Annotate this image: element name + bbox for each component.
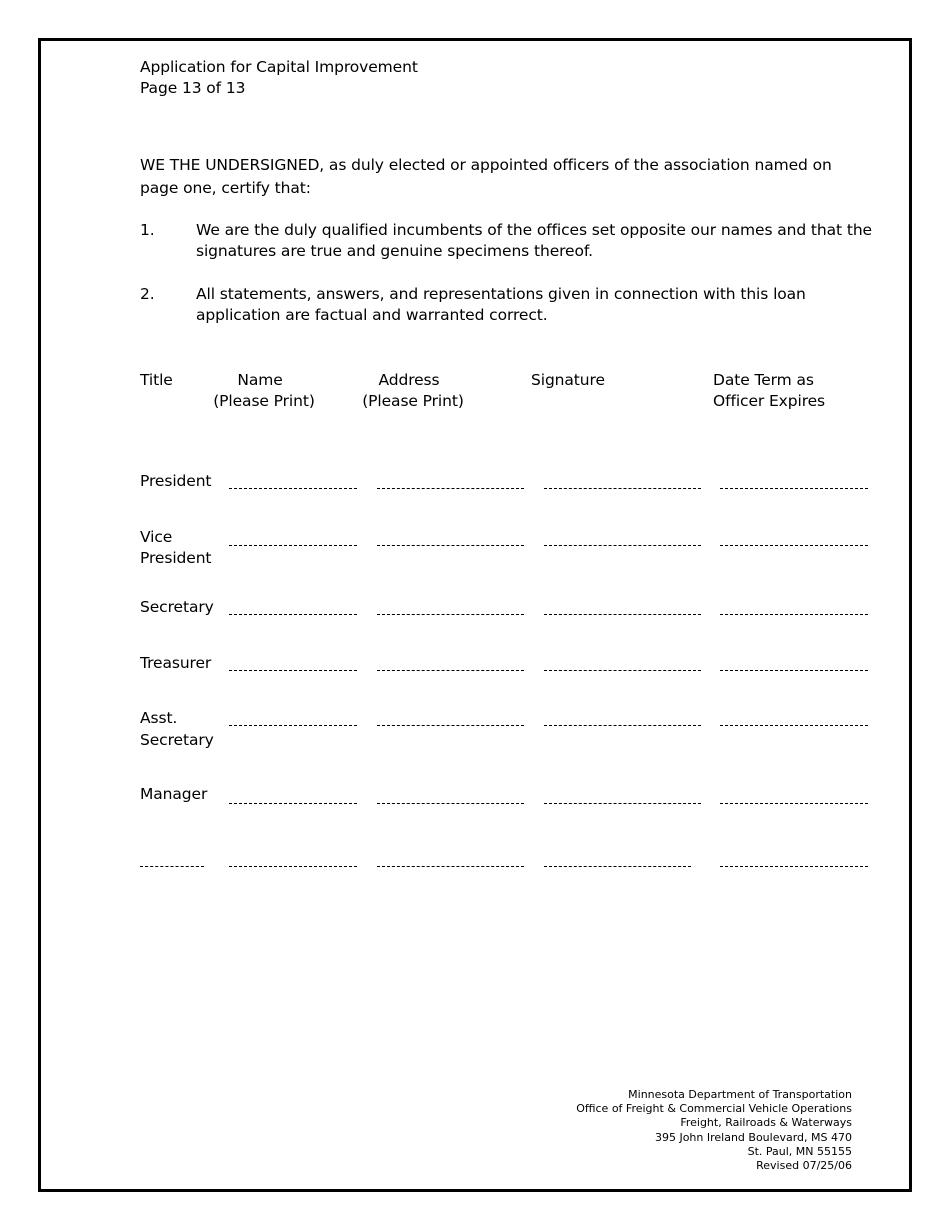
- column-header-address: Address: [378, 371, 440, 389]
- treasurer-address-field[interactable]: [377, 670, 524, 671]
- row-title-secretary: Secretary: [140, 598, 214, 616]
- asst-secretary-name-field[interactable]: [229, 725, 357, 726]
- item-2-number: 2.: [140, 285, 155, 303]
- column-header-signature: Signature: [531, 371, 605, 389]
- column-header-title: Title: [140, 371, 173, 389]
- row-title-vice-president-line-2: President: [140, 549, 212, 567]
- document-title: Application for Capital Improvement: [140, 58, 418, 76]
- custom-name-field[interactable]: [229, 866, 357, 867]
- item-2-line-1: All statements, answers, and representations given in connection with this loan: [196, 285, 806, 303]
- manager-date-field[interactable]: [720, 803, 868, 804]
- row-title-treasurer: Treasurer: [140, 654, 212, 672]
- president-signature-field[interactable]: [544, 488, 701, 489]
- row-title-vice-president-line-1: Vice: [140, 528, 173, 546]
- president-date-field[interactable]: [720, 488, 868, 489]
- footer-line-4: 395 John Ireland Boulevard, MS 470: [654, 1130, 852, 1144]
- asst-secretary-signature-field[interactable]: [544, 725, 701, 726]
- row-title-asst-secretary-line-1: Asst.: [140, 709, 178, 727]
- custom-date-field[interactable]: [720, 866, 868, 867]
- row-title-manager: Manager: [140, 785, 208, 803]
- president-address-field[interactable]: [377, 488, 524, 489]
- item-1-line-2: signatures are true and genuine specimens thereof.: [196, 242, 593, 260]
- treasurer-signature-field[interactable]: [544, 670, 701, 671]
- custom-signature-field[interactable]: [544, 866, 691, 867]
- row-title-asst-secretary-line-2: Secretary: [140, 731, 214, 749]
- footer-line-5: St. Paul, MN 55155: [747, 1144, 852, 1158]
- column-header-date-line-1: Date Term as: [713, 371, 814, 389]
- asst-secretary-address-field[interactable]: [377, 725, 524, 726]
- manager-signature-field[interactable]: [544, 803, 701, 804]
- column-header-name-sub: (Please Print): [213, 392, 315, 410]
- footer-line-2: Office of Freight & Commercial Vehicle Operations: [576, 1102, 852, 1116]
- footer-line-6: Revised 07/25/06: [756, 1159, 852, 1173]
- secretary-date-field[interactable]: [720, 614, 868, 615]
- president-name-field[interactable]: [229, 488, 357, 489]
- vice-president-address-field[interactable]: [377, 545, 524, 546]
- vice-president-name-field[interactable]: [229, 545, 357, 546]
- intro-line-1: WE THE UNDERSIGNED, as duly elected or appointed officers of the association named on: [140, 156, 832, 174]
- page-number: Page 13 of 13: [140, 79, 246, 97]
- custom-address-field[interactable]: [377, 866, 524, 867]
- footer-line-1: Minnesota Department of Transportation: [628, 1088, 852, 1101]
- secretary-signature-field[interactable]: [544, 614, 701, 615]
- secretary-name-field[interactable]: [229, 614, 357, 615]
- secretary-address-field[interactable]: [377, 614, 524, 615]
- footer-line-3: Freight, Railroads & Waterways: [680, 1116, 852, 1130]
- column-header-date-line-2: Officer Expires: [713, 392, 826, 410]
- manager-name-field[interactable]: [229, 803, 357, 804]
- item-2-line-2: application are factual and warranted correct.: [196, 306, 548, 324]
- treasurer-date-field[interactable]: [720, 670, 868, 671]
- asst-secretary-date-field[interactable]: [720, 725, 868, 726]
- vice-president-date-field[interactable]: [720, 545, 868, 546]
- column-header-address-sub: (Please Print): [362, 392, 464, 410]
- manager-address-field[interactable]: [377, 803, 524, 804]
- row-title-president: President: [140, 472, 212, 490]
- item-1-number: 1.: [140, 221, 155, 239]
- item-1-line-1: We are the duly qualified incumbents of the offices set opposite our names and that the: [196, 221, 872, 239]
- column-header-name: Name: [237, 371, 283, 389]
- custom-title-field[interactable]: [140, 866, 204, 867]
- vice-president-signature-field[interactable]: [544, 545, 701, 546]
- treasurer-name-field[interactable]: [229, 670, 357, 671]
- footer-address-block: [576, 1088, 852, 1173]
- intro-line-2: page one, certify that:: [140, 179, 311, 197]
